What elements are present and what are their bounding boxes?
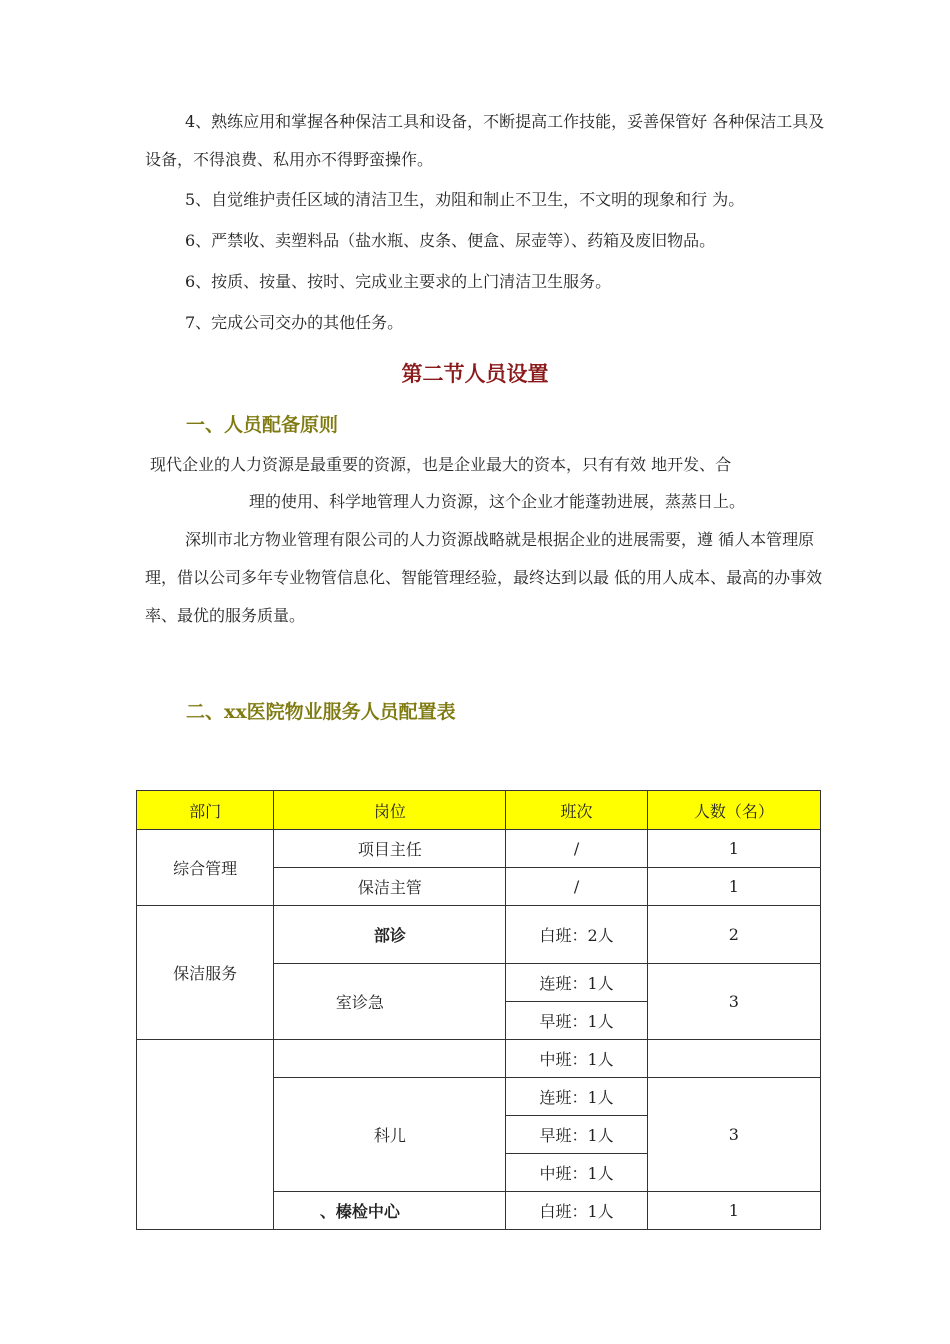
principle-paragraph: 深圳市北方物业管理有限公司的人力资源战略就是根据企业的进展需要，遵 循人本管理原理，借以公司多年专业物管信息化、智能管理经验，最终达到以最 低的用人成本、最高的办事效率、最优的服务质量。	[145, 530, 823, 625]
paragraph-duty-7: 7、完成公司交办的其他任务。	[185, 313, 404, 332]
dept-cell-empty	[137, 1040, 274, 1230]
subsection-title-staff-table: 二、xx医院物业服务人员配置表	[186, 701, 456, 723]
post-cell: 室诊急	[274, 964, 506, 1040]
staff-allocation-table	[136, 790, 821, 1230]
principle-line-2: 理的使用、科学地管理人力资源，这个企业才能蓬勃进展，蒸蒸日上。	[249, 492, 746, 511]
count-cell: 2	[647, 906, 820, 964]
dept-cell: 综合管理	[137, 830, 274, 906]
count-cell: 3	[647, 1078, 820, 1192]
paragraph-duty-4: 4、熟练应用和掌握各种保洁工具和设备，不断提高工作技能，妥善保管好 各种保洁工具及设备，不得浪费、私用亦不得野蛮操作。	[145, 112, 825, 169]
shift-cell: 连班：1人	[506, 1078, 647, 1116]
dept-cell: 保洁服务	[137, 906, 274, 1040]
table-row	[137, 1040, 821, 1078]
count-cell: 1	[647, 1192, 820, 1230]
paragraph-duty-6a: 6、严禁收、卖塑料品（盐水瓶、皮条、便盒、尿壶等）、药箱及废旧物品。	[185, 231, 716, 250]
subsection-title-staffing-principle: 一、人员配备原则	[186, 414, 339, 436]
post-cell: 保洁主管	[274, 868, 506, 906]
principle-line-1: 现代企业的人力资源是最重要的资源，也是企业最大的资本，只有有效 地开发、合	[150, 455, 732, 474]
count-cell: 3	[647, 964, 820, 1040]
header-post: 岗位	[274, 791, 506, 830]
shift-cell: /	[506, 830, 647, 868]
header-shift: 班次	[506, 791, 647, 830]
shift-cell: 白班：2人	[506, 906, 647, 964]
shift-cell: 白班：1人	[506, 1192, 647, 1230]
section-title: 第二节人员设置	[401, 361, 549, 386]
post-cell-empty	[274, 1040, 506, 1078]
count-cell: 1	[647, 830, 820, 868]
shift-cell: /	[506, 868, 647, 906]
shift-cell: 中班：1人	[506, 1154, 647, 1192]
shift-cell: 中班：1人	[506, 1040, 647, 1078]
shift-cell: 早班：1人	[506, 1002, 647, 1040]
count-cell: 1	[647, 868, 820, 906]
paragraph-duty-6b: 6、按质、按量、按时、完成业主要求的上门清洁卫生服务。	[185, 272, 612, 291]
table-row	[137, 906, 821, 964]
post-cell: 科儿	[274, 1078, 506, 1192]
post-cell: 、榛检中心	[274, 1192, 506, 1230]
table-row	[137, 830, 821, 868]
post-cell: 部诊	[274, 906, 506, 964]
paragraph-duty-5: 5、自觉维护责任区域的清洁卫生，劝阻和制止不卫生，不文明的现象和行 为。	[185, 190, 745, 209]
header-headcount: 人数（名）	[647, 791, 820, 830]
shift-cell: 早班：1人	[506, 1116, 647, 1154]
table-header-row	[137, 791, 821, 830]
header-department: 部门	[137, 791, 274, 830]
post-cell: 项目主任	[274, 830, 506, 868]
shift-cell: 连班：1人	[506, 964, 647, 1002]
count-cell-empty	[647, 1040, 820, 1078]
